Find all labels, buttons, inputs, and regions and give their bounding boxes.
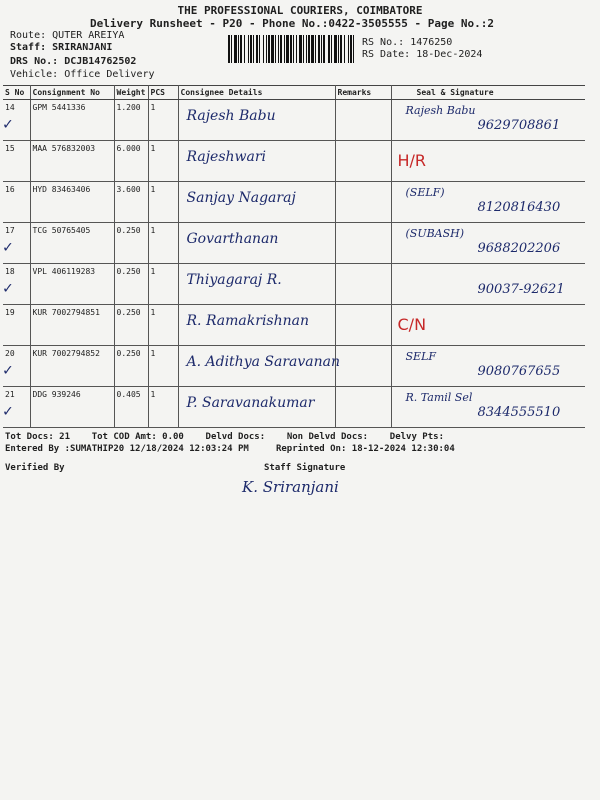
drs-label: DRS No.:	[10, 56, 59, 67]
consignee-handwriting: Thiyagaraj R.	[186, 272, 282, 288]
barcode-bar	[263, 35, 264, 63]
col-consignment: Consignment No	[30, 86, 114, 100]
route-line	[10, 30, 124, 41]
non-delvd-docs: Non Delvd Docs:	[286, 432, 369, 442]
seal-text: Rajesh Babu	[405, 104, 476, 117]
barcode-bar	[240, 35, 242, 63]
staff-line	[10, 42, 112, 53]
row-seal-signature	[391, 346, 585, 387]
row-pcs: 1	[148, 264, 178, 305]
barcode-bar	[338, 35, 339, 63]
phone-handwriting: 8120816430	[477, 200, 561, 215]
row-sno	[3, 305, 30, 346]
table-header-row	[3, 86, 585, 100]
row-weight: 0.250	[114, 223, 148, 264]
row-consignee	[178, 223, 335, 264]
row-consignment: KUR 7002794851	[30, 305, 114, 346]
row-pcs: 1	[148, 346, 178, 387]
seal-text: (SUBASH)	[405, 227, 465, 240]
staff-handwritten-signature: K. Sriranjani	[242, 478, 339, 496]
reprinted-on: Reprinted On: 18-12-2024 12:30:04	[275, 444, 455, 454]
consignee-handwriting: Rajeshwari	[186, 149, 267, 165]
staff-signature-label: Staff Signature	[264, 463, 346, 473]
sno-text: 19	[5, 308, 15, 317]
barcode-bar	[256, 35, 258, 63]
row-sno	[3, 264, 30, 305]
row-remarks	[335, 223, 391, 264]
row-sno	[3, 100, 30, 141]
sno-text: 15	[5, 144, 15, 153]
check-mark-icon: ✓	[3, 114, 13, 133]
sno-text: 20	[5, 349, 15, 358]
phone-handwriting: 9080767655	[477, 364, 561, 379]
rs-no-label: RS No.:	[362, 37, 405, 48]
rs-no-line	[362, 37, 452, 48]
row-consignee	[178, 182, 335, 223]
tot-cod: Tot COD Amt: 0.00	[91, 432, 184, 442]
vehicle-value: Office Delivery	[64, 69, 155, 80]
row-remarks	[335, 305, 391, 346]
row-seal-signature	[391, 387, 585, 428]
row-pcs: 1	[148, 387, 178, 428]
delvy-pts: Delvy Pts:	[389, 432, 444, 442]
row-sno	[3, 387, 30, 428]
table-row	[3, 387, 585, 428]
barcode-bar	[299, 35, 302, 63]
barcode-bar	[253, 35, 254, 63]
row-seal-signature	[391, 305, 585, 346]
barcode-image	[228, 35, 356, 63]
col-seal-signature: Seal & Signature	[391, 86, 585, 100]
row-remarks	[335, 387, 391, 428]
consignee-handwriting: Sanjay Nagaraj	[186, 190, 296, 206]
rs-no-value: 1476250	[410, 37, 453, 48]
row-seal-signature	[391, 264, 585, 305]
row-pcs: 1	[148, 182, 178, 223]
rs-date-value: 18-Dec-2024	[416, 49, 483, 60]
row-seal-signature	[391, 223, 585, 264]
barcode-bar	[306, 35, 307, 63]
route-value: QUTER AREIYA	[52, 30, 125, 41]
barcode-bar	[334, 35, 337, 63]
barcode-bar	[311, 35, 314, 63]
barcode-bar	[350, 35, 352, 63]
entered-line	[5, 444, 455, 454]
barcode-bar	[318, 35, 320, 63]
barcode-bar	[353, 35, 354, 63]
sno-text: 18	[5, 267, 15, 276]
row-weight: 0.250	[114, 346, 148, 387]
consignee-handwriting: A. Adithya Saravanan	[186, 354, 341, 370]
row-sno	[3, 346, 30, 387]
phone-handwriting: 9629708861	[477, 118, 561, 133]
phone-handwriting: 8344555510	[477, 405, 561, 420]
barcode-bar	[244, 35, 245, 63]
table-row	[3, 223, 585, 264]
row-remarks	[335, 141, 391, 182]
route-label: Route:	[10, 30, 47, 41]
staff-value: SRIRANJANI	[52, 42, 113, 53]
runsheet-title: Delivery Runsheet - P20 - Phone No.:0422-3505555 - Page No.:2	[90, 17, 494, 30]
barcode-bar	[308, 35, 310, 63]
barcode-bar	[290, 35, 292, 63]
consignee-handwriting: R. Ramakrishnan	[186, 313, 310, 329]
table-row	[3, 346, 585, 387]
row-pcs: 1	[148, 141, 178, 182]
row-weight: 0.250	[114, 305, 148, 346]
rs-date-line	[362, 49, 482, 60]
barcode-bar	[238, 35, 239, 63]
barcode-bar	[280, 35, 282, 63]
seal-text: SELF	[405, 350, 437, 363]
seal-text: (SELF)	[405, 186, 445, 199]
check-mark-icon: ✓	[3, 360, 13, 379]
drs-value: DCJB14762502	[64, 56, 137, 67]
barcode-bar	[340, 35, 342, 63]
barcode-bar	[286, 35, 289, 63]
row-weight: 6.000	[114, 141, 148, 182]
row-consignment: GPM 5441336	[30, 100, 114, 141]
entered-by: Entered By :SUMATHIP20 12/18/2024 12:03:24 PM	[5, 444, 249, 454]
barcode-bar	[348, 35, 349, 63]
check-mark-icon: ✓	[3, 278, 13, 297]
barcode-bar	[266, 35, 267, 63]
vehicle-line	[10, 69, 155, 80]
row-consignee	[178, 305, 335, 346]
row-sno	[3, 223, 30, 264]
row-pcs: 1	[148, 223, 178, 264]
seal-text: R. Tamil Sel	[405, 391, 473, 404]
barcode-bar	[231, 35, 232, 63]
table-row	[3, 264, 585, 305]
barcode-bar	[328, 35, 330, 63]
row-remarks	[335, 264, 391, 305]
col-consignee: Consignee Details	[178, 86, 335, 100]
company-name: THE PROFESSIONAL COURIERS, COIMBATORE	[177, 4, 423, 17]
sno-text: 14	[5, 103, 15, 112]
barcode-bar	[275, 35, 276, 63]
runsheet-table	[3, 85, 585, 428]
row-consignment: HYD 83463406	[30, 182, 114, 223]
sno-text: 16	[5, 185, 15, 194]
vehicle-label: Vehicle:	[10, 69, 59, 80]
barcode-bar	[278, 35, 279, 63]
check-mark-icon: ✓	[3, 237, 13, 256]
barcode-bar	[344, 35, 345, 63]
barcode-bar	[250, 35, 252, 63]
row-consignment: MAA 576832003	[30, 141, 114, 182]
remark-handwriting: C/N	[397, 315, 427, 334]
row-consignment: VPL 406119283	[30, 264, 114, 305]
col-pcs: PCS	[148, 86, 178, 100]
table-row	[3, 305, 585, 346]
consignee-handwriting: Rajesh Babu	[186, 108, 276, 124]
check-mark-icon: ✓	[3, 401, 13, 420]
row-sno	[3, 182, 30, 223]
row-remarks	[335, 346, 391, 387]
row-remarks	[335, 182, 391, 223]
table-row	[3, 141, 585, 182]
row-consignee	[178, 264, 335, 305]
sno-text: 17	[5, 226, 15, 235]
row-weight: 0.250	[114, 264, 148, 305]
col-remarks: Remarks	[335, 86, 391, 100]
verified-by-label: Verified By	[5, 463, 65, 473]
staff-label: Staff:	[10, 42, 47, 53]
row-seal-signature	[391, 141, 585, 182]
barcode-bar	[315, 35, 316, 63]
consignee-handwriting: Govarthanan	[186, 231, 279, 247]
row-sno	[3, 141, 30, 182]
row-seal-signature	[391, 182, 585, 223]
row-consignment: KUR 7002794852	[30, 346, 114, 387]
row-weight: 1.200	[114, 100, 148, 141]
row-remarks	[335, 100, 391, 141]
col-sno: S No	[3, 86, 30, 100]
barcode-bar	[296, 35, 297, 63]
row-consignee	[178, 387, 335, 428]
consignee-handwriting: P. Saravanakumar	[186, 395, 315, 411]
barcode-bar	[284, 35, 285, 63]
barcode-bar	[271, 35, 274, 63]
totals-line	[5, 432, 444, 442]
row-seal-signature	[391, 100, 585, 141]
row-pcs: 1	[148, 100, 178, 141]
sno-text: 21	[5, 390, 15, 399]
barcode-bar	[248, 35, 249, 63]
phone-handwriting: 90037-92621	[477, 282, 565, 297]
row-consignment: TCG 50765405	[30, 223, 114, 264]
row-consignee	[178, 346, 341, 387]
barcode-bar	[228, 35, 230, 63]
row-consignee	[178, 141, 335, 182]
barcode-bar	[268, 35, 270, 63]
row-pcs: 1	[148, 305, 178, 346]
barcode-bar	[303, 35, 304, 63]
drs-line	[10, 56, 136, 67]
table-row	[3, 182, 585, 223]
barcode-bar	[321, 35, 322, 63]
remark-handwriting: H/R	[397, 151, 427, 170]
tot-docs: Tot Docs: 21	[5, 432, 71, 442]
barcode-bar	[234, 35, 237, 63]
barcode-bar	[259, 35, 260, 63]
table-row	[3, 100, 585, 141]
row-consignee	[178, 100, 335, 141]
barcode-bar	[323, 35, 325, 63]
barcode-bar	[331, 35, 332, 63]
phone-handwriting: 9688202206	[477, 241, 561, 256]
row-consignment: DDG 939246	[30, 387, 114, 428]
delvd-docs: Delvd Docs:	[205, 432, 266, 442]
row-weight: 0.405	[114, 387, 148, 428]
rs-date-label: RS Date:	[362, 49, 411, 60]
col-weight: Weight	[114, 86, 148, 100]
barcode-bar	[293, 35, 294, 63]
row-weight: 3.600	[114, 182, 148, 223]
